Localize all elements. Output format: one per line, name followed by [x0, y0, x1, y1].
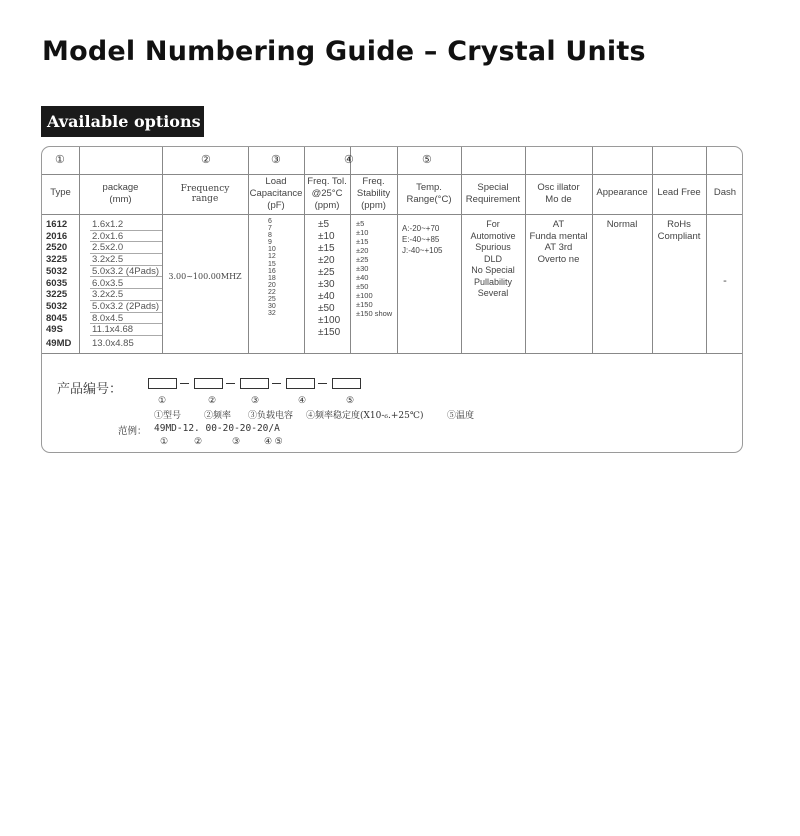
- product-number-label: 产品编号：: [57, 382, 123, 397]
- header-appearance: Appearance: [596, 187, 648, 198]
- table-row: 5032 5.0x3.2 (4Pads): [46, 266, 162, 278]
- table-row: 2016 2.0x1.6: [46, 231, 162, 243]
- stability-values: ±5 ±10 ±15 ±20 ±25 ±30 ±40 ±50 ±100 ±150 ±150 show: [356, 219, 393, 318]
- row-divider: [42, 174, 743, 175]
- table-row: 3225 3.2x2.5: [46, 289, 162, 301]
- dash-value: -: [723, 275, 727, 287]
- header-dash: Dash: [713, 187, 737, 198]
- circled-marker: ②: [208, 395, 217, 405]
- header-package: package (mm): [102, 182, 139, 205]
- code-box: [148, 378, 177, 389]
- options-table: [41, 146, 743, 453]
- code-box: [332, 378, 361, 389]
- section-badge: Available options: [41, 106, 204, 137]
- header-freq-stability: Freq. Stability (ppm): [356, 176, 391, 211]
- circled-number: ④: [344, 154, 354, 166]
- circled-number: ③: [271, 154, 281, 166]
- lead-free-value: RoHs Compliant: [657, 219, 701, 242]
- legend-item: ②频率: [204, 411, 232, 421]
- circled-marker: ⑤: [346, 395, 355, 405]
- table-row: 5032 5.0x3.2 (2Pads): [46, 301, 162, 313]
- oscillator-values: AT Funda mental AT 3rd Overto ne: [529, 219, 588, 265]
- header-oscillator-mode: Osc illator Mo de: [537, 182, 580, 205]
- code-dash: [180, 383, 189, 384]
- col-divider: [652, 147, 653, 353]
- table-row: 3225 3.2x2.5: [46, 254, 162, 266]
- code-dash: [318, 383, 327, 384]
- frequency-range: 3.00~100.00MHZ: [168, 272, 242, 281]
- table-row: 2520 2.5x2.0: [46, 242, 162, 254]
- appearance-value: Normal: [606, 219, 638, 230]
- example-marker: ③: [232, 436, 241, 446]
- legend-item: ④频率稳定度(X10-₆.+25℃): [306, 411, 424, 421]
- table-row: 6035 6.0x3.5: [46, 278, 162, 290]
- page-title: Model Numbering Guide – Crystal Units: [42, 36, 646, 67]
- header-temp-range: Temp. Range(°C): [406, 182, 452, 205]
- circled-marker: ④: [298, 395, 307, 405]
- legend-item: ⑤温度: [447, 411, 475, 421]
- header-lead-free: Lead Free: [657, 187, 701, 198]
- circled-number: ⑤: [422, 154, 432, 166]
- header-type: Type: [50, 187, 71, 198]
- example-marker: ②: [194, 436, 203, 446]
- load-values: 6 7 8 9 10 12 15 16 18 20 22 25 30 32: [268, 218, 276, 318]
- example-marker: ④ ⑤: [264, 436, 283, 446]
- circled-number: ②: [201, 154, 211, 166]
- circled-marker: ③: [251, 395, 260, 405]
- table-row: 49MD 13.0x4.85: [46, 338, 134, 349]
- row-divider: [42, 353, 743, 354]
- legend-item: ①型号: [154, 411, 182, 421]
- temp-values: A:-20~+70 E:-40~+85 J:-40~+105: [402, 224, 443, 255]
- special-values: For Automotive Spurious DLD No Special Pullability Several: [470, 219, 516, 298]
- col-divider: [397, 147, 398, 353]
- col-divider: [706, 147, 707, 353]
- circled-number: ①: [55, 154, 65, 166]
- row-divider: [42, 214, 743, 215]
- code-box: [194, 378, 223, 389]
- header-special-requirement: Special Requirement: [465, 182, 521, 205]
- example-label: 范例：: [118, 426, 147, 437]
- tolerance-values: ±5 ±10 ±15 ±20 ±25 ±30 ±40 ±50 ±100 ±150: [318, 219, 341, 338]
- code-box: [240, 378, 269, 389]
- circled-marker: ①: [158, 395, 167, 405]
- col-divider: [592, 147, 593, 353]
- code-dash: [272, 383, 281, 384]
- legend-item: ③负载电容: [248, 411, 294, 421]
- table-row: 1612 1.6x1.2: [46, 219, 162, 231]
- header-frequency: Frequency range: [180, 184, 230, 204]
- col-divider: [162, 147, 163, 353]
- header-load-capacitance: Load Capacitance (pF): [249, 176, 303, 211]
- header-freq-tolerance: Freq. Tol. @25°C (ppm): [307, 176, 347, 211]
- example-marker: ①: [160, 436, 169, 446]
- code-dash: [226, 383, 235, 384]
- example-code: 49MD-12. 00-20-20-20/A: [154, 423, 280, 434]
- table-row: 8045 8.0x4.5: [46, 313, 162, 325]
- code-box: [286, 378, 315, 389]
- table-row: 49S 11.1x4.68: [46, 324, 162, 336]
